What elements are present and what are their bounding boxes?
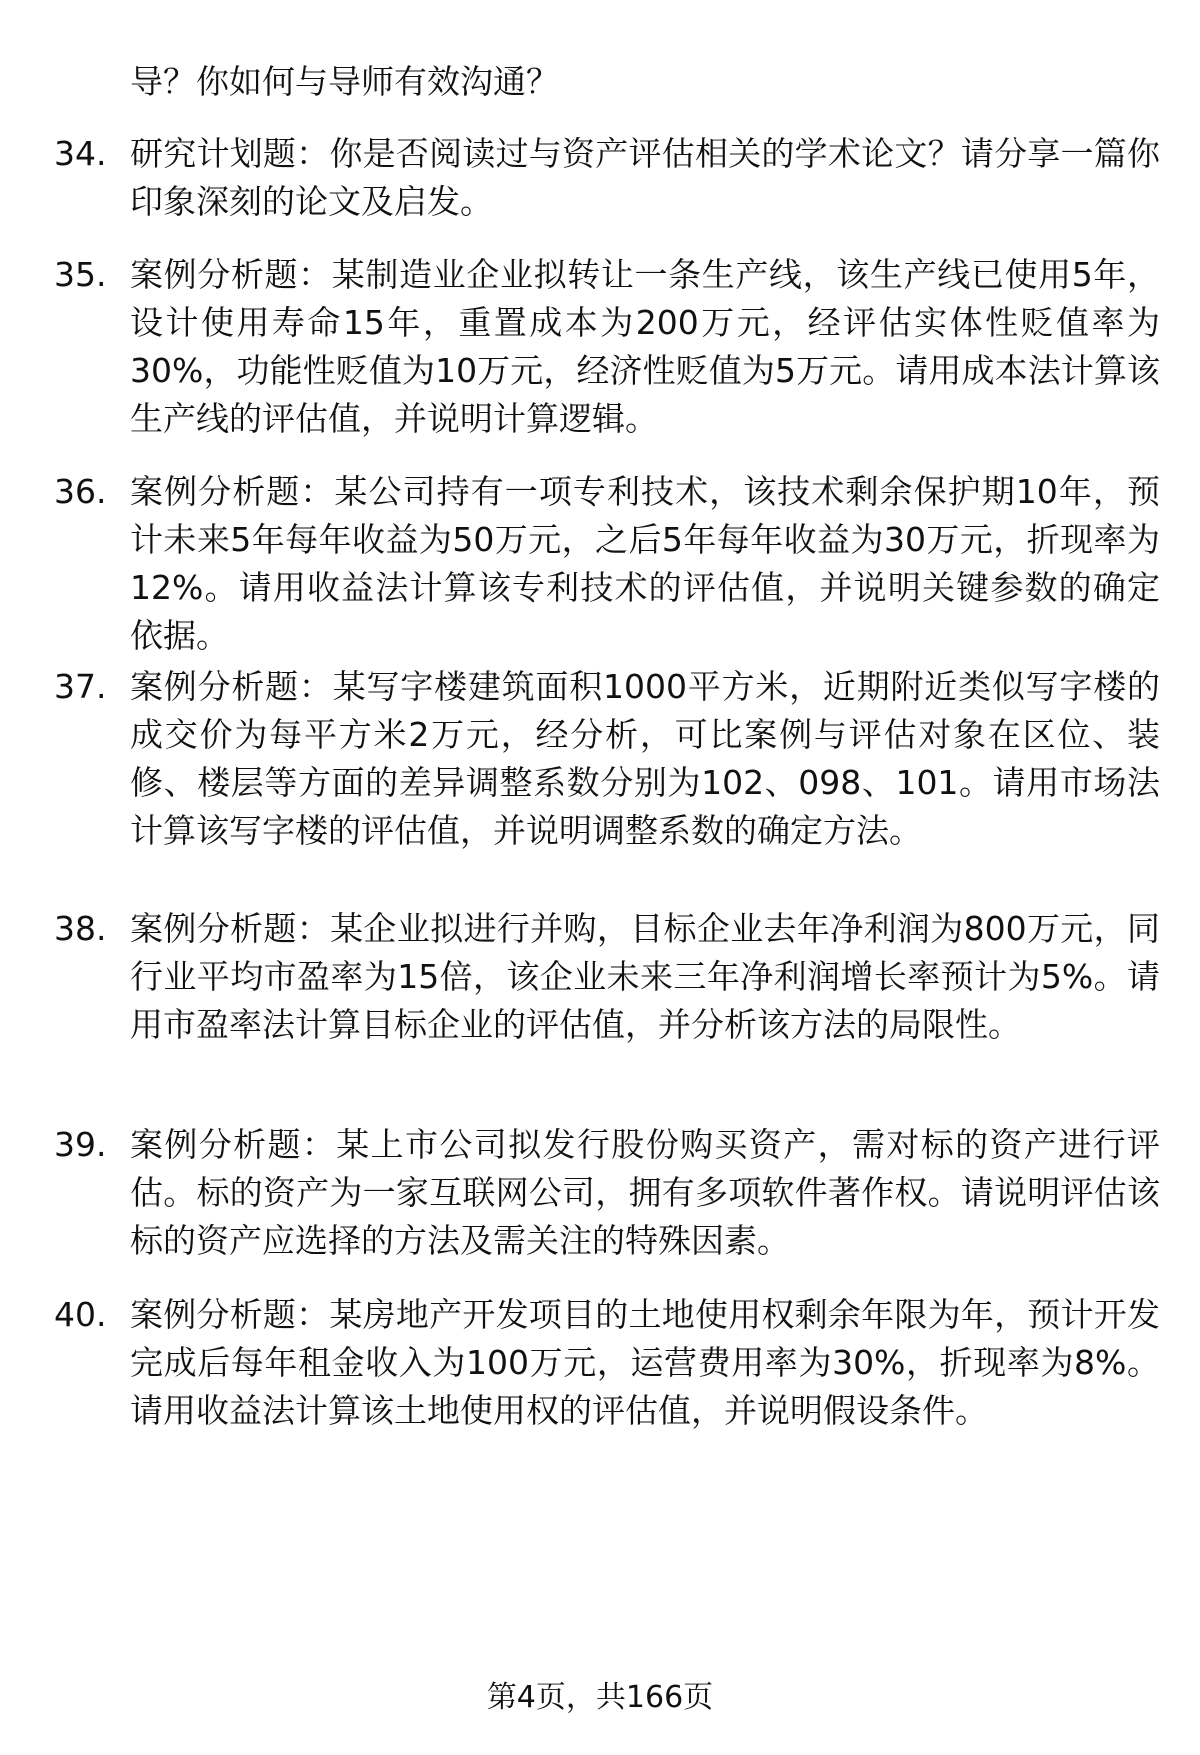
question-36 — [54, 468, 1160, 660]
question-39 — [54, 1121, 1160, 1265]
question-number: 40. — [54, 1295, 107, 1334]
question-text: 案例分析题：某公司持有一项专利技术，该技术剩余保护期10年，预计未来5年每年收益为50万元，之后5年每年收益为30万元，折现率为12%。请用收益法计算该专利技术的评估值，并说明关键参数的确定依据。 — [130, 472, 1160, 655]
question-text: 案例分析题：某企业拟进行并购，目标企业去年净利润为800万元，同行业平均市盈率为15倍，该企业未来三年净利润增长率预计为5%。请用市盈率法计算目标企业的评估值，并分析该方法的局限性。 — [130, 909, 1160, 1044]
question-text: 案例分析题：某上市公司拟发行股份购买资产，需对标的资产进行评估。标的资产为一家互联网公司，拥有多项软件著作权。请说明评估该标的资产应选择的方法及需关注的特殊因素。 — [130, 1125, 1160, 1260]
question-number: 36. — [54, 472, 107, 511]
continued-question-text: 导？你如何与导师有效沟通？ — [130, 62, 559, 101]
question-37 — [54, 663, 1160, 855]
question-number: 37. — [54, 667, 107, 706]
question-text: 案例分析题：某制造业企业拟转让一条生产线，该生产线已使用5年，设计使用寿命15年，重置成本为200万元，经评估实体性贬值率为30%，功能性贬值为10万元，经济性贬值为5万元。请用成本法计算该生产线的评估值，并说明计算逻辑。 — [130, 255, 1160, 438]
question-text: 案例分析题：某写字楼建筑面积1000平方米，近期附近类似写字楼的成交价为每平方米2万元，经分析，可比案例与评估对象在区位、装修、楼层等方面的差异调整系数分别为102、098、101。请用市场法计算该写字楼的评估值，并说明调整系数的确定方法。 — [130, 667, 1160, 850]
question-35 — [54, 251, 1160, 443]
question-number: 38. — [54, 909, 107, 948]
question-34 — [54, 130, 1160, 226]
question-text: 案例分析题：某房地产开发项目的土地使用权剩余年限为年，预计开发完成后每年租金收入为100万元，运营费用率为30%，折现率为8%。请用收益法计算该土地使用权的评估值，并说明假设条件。 — [130, 1295, 1160, 1430]
question-number: 35. — [54, 255, 107, 294]
question-38 — [54, 905, 1160, 1049]
question-40 — [54, 1291, 1160, 1435]
page-footer: 第4页，共166页 — [486, 1680, 714, 1715]
question-text: 研究计划题：你是否阅读过与资产评估相关的学术论文？请分享一篇你印象深刻的论文及启发。 — [130, 134, 1160, 221]
question-number: 39. — [54, 1125, 107, 1164]
question-number: 34. — [54, 134, 107, 173]
